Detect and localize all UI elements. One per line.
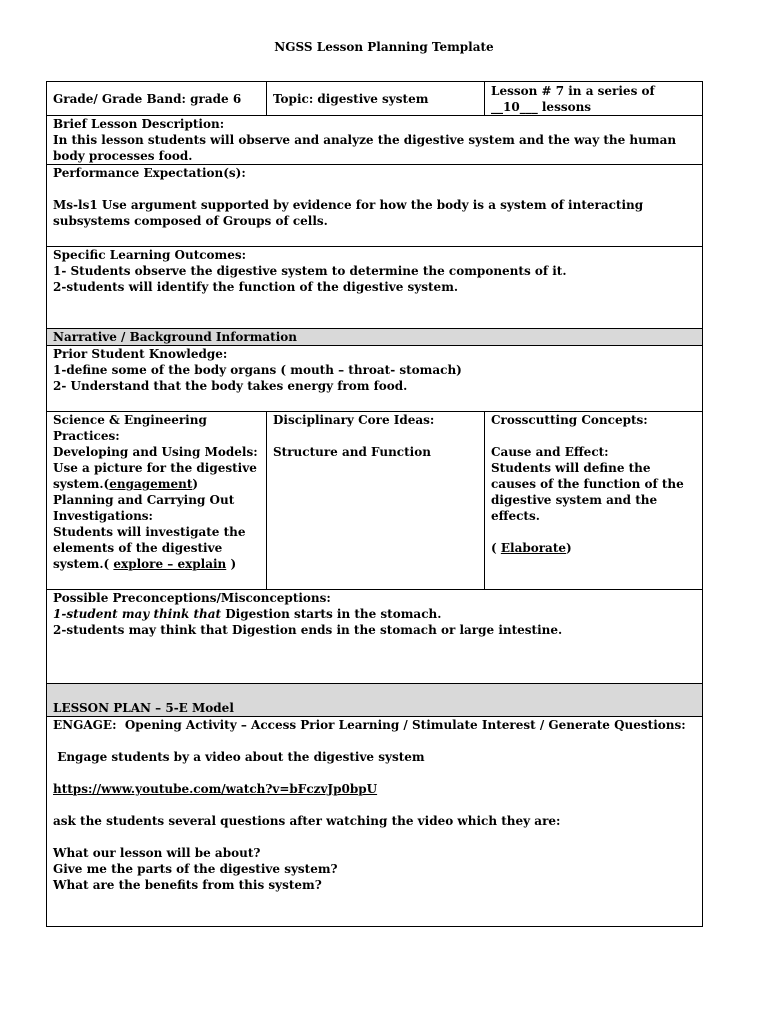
outcome-item: 1- Students observe the digestive system to determine the components of it. — [53, 264, 567, 278]
dci-heading: Disciplinary Core Ideas: — [273, 413, 435, 427]
explore-explain-tag: explore – explain — [113, 557, 227, 571]
practices-cell — [47, 412, 267, 589]
lesson-plan-table — [46, 81, 703, 927]
engagement-tag: engagement — [109, 477, 193, 491]
prior-item: 1-define some of the body organs ( mouth – throat- stomach) — [53, 363, 462, 377]
lesson-plan-row — [47, 684, 702, 717]
prior-item: 2- Understand that the body takes energy from food. — [53, 379, 408, 393]
practices-row — [47, 412, 702, 590]
practices-text2: Students will investigate the elements of the digestive system. — [53, 525, 250, 571]
narrative-heading: Narrative / Background Information — [53, 330, 298, 344]
practices-text1: Use a picture for the digestive system. — [53, 461, 262, 491]
crosscutting-sub: Cause and Effect: — [491, 445, 609, 459]
preconceptions-row — [47, 590, 702, 684]
preconception-text: Digestion starts in the stomach. — [221, 607, 442, 621]
tag-paren: ( — [491, 541, 501, 555]
video-link[interactable]: https://www.youtube.com/watch?v=bFczvJp0bpU — [53, 782, 378, 796]
engage-heading: ENGAGE: Opening Activity – Access Prior Learning / Stimulate Interest / Generate Questions: — [53, 718, 686, 732]
outcome-item: 2-students will identify the function of the digestive system. — [53, 280, 459, 294]
performance-text: Ms-ls1 Use argument supported by evidence for how the body is a system of interacting subsystems composed of Groups of cells. — [53, 198, 648, 228]
tag-paren: ) — [192, 477, 199, 491]
practices-sub1: Developing and Using Models: — [53, 445, 258, 459]
dci-text: Structure and Function — [273, 445, 431, 459]
brief-heading: Brief Lesson Description: — [53, 117, 225, 131]
learning-outcomes-row — [47, 247, 702, 329]
lesson-plan-heading: LESSON PLAN – 5-E Model — [53, 701, 234, 715]
engage-ask: ask the students several questions after watching the video which they are: — [53, 814, 561, 828]
practices-heading: Science & Engineering Practices: — [53, 413, 212, 443]
crosscutting-cell — [485, 412, 703, 589]
preconception-item: 2-students may think that Digestion ends in the stomach or large intestine. — [53, 623, 563, 637]
brief-description-row — [47, 116, 702, 165]
preconception-italic: 1-student may think that — [53, 607, 222, 621]
lesson-number-cell: Lesson # 7 in a series of __10___ lessons — [491, 84, 655, 114]
brief-text: In this lesson students will observe and analyze the digestive system and the way the human body processes food. — [53, 133, 681, 163]
practices-sub2: Planning and Carrying Out Investigations: — [53, 493, 239, 523]
preconceptions-heading: Possible Preconceptions/Misconceptions: — [53, 591, 331, 605]
crosscutting-heading: Crosscutting Concepts: — [491, 413, 648, 427]
grade-cell: Grade/ Grade Band: grade 6 — [47, 82, 267, 115]
crosscutting-text: Students will define the causes of the function of the digestive system and the effects. — [491, 461, 688, 523]
question-item: What are the benefits from this system? — [53, 878, 322, 892]
topic-cell: Topic: digestive system — [267, 82, 485, 115]
header-row — [47, 82, 702, 116]
core-ideas-cell — [267, 412, 485, 589]
tag-paren: ( — [103, 557, 114, 571]
question-item: Give me the parts of the digestive system? — [53, 862, 338, 876]
tag-paren: ) — [566, 541, 572, 555]
elaborate-tag: Elaborate — [500, 541, 567, 555]
performance-expectation-row — [47, 165, 702, 247]
prior-knowledge-row — [47, 346, 702, 412]
tag-paren: ( — [103, 477, 110, 491]
engage-intro: Engage students by a video about the digestive system — [53, 750, 425, 764]
prior-heading: Prior Student Knowledge: — [53, 347, 228, 361]
document-title: NGSS Lesson Planning Template — [274, 40, 494, 54]
tag-paren: ) — [226, 557, 237, 571]
narrative-row — [47, 329, 702, 346]
outcomes-heading: Specific Learning Outcomes: — [53, 248, 247, 262]
engage-row — [47, 717, 702, 926]
question-item: What our lesson will be about? — [53, 846, 261, 860]
performance-heading: Performance Expectation(s): — [53, 166, 246, 180]
